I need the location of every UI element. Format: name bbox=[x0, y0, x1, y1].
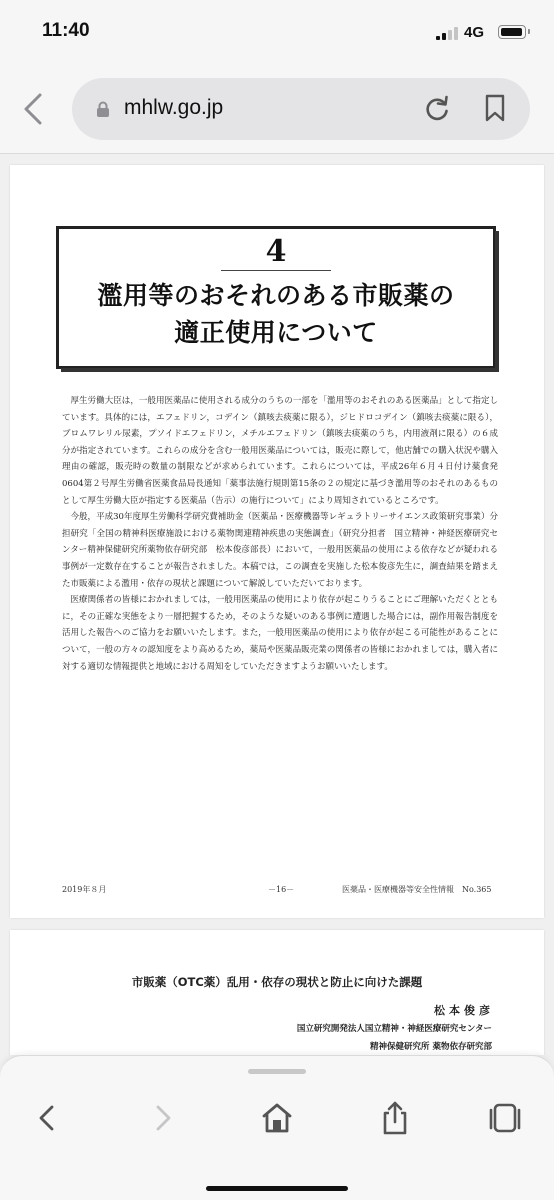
lock-icon bbox=[96, 101, 110, 117]
network-type: 4G bbox=[464, 24, 485, 41]
document-page bbox=[10, 165, 544, 918]
divider bbox=[221, 270, 331, 271]
chevron-left-icon[interactable] bbox=[20, 92, 50, 126]
affiliation-line-1: 国立研究開発法人国立精神・神経医療研究センター bbox=[296, 1024, 492, 1034]
status-time: 11:40 bbox=[42, 20, 90, 41]
chapter-number: 4 bbox=[265, 234, 287, 269]
article-title: 市販薬（OTC薬）乱用・依存の現状と防止に向けた課題 bbox=[131, 975, 423, 989]
bookmark-icon[interactable] bbox=[484, 94, 506, 122]
body-text bbox=[62, 393, 498, 675]
address-field[interactable] bbox=[72, 78, 530, 140]
status-bar bbox=[0, 0, 554, 62]
signal-icon bbox=[436, 27, 458, 40]
home-indicator bbox=[206, 1186, 348, 1191]
browser-url-bar bbox=[0, 62, 554, 154]
url-text: mhlw.go.jp bbox=[124, 96, 224, 119]
browser-toolbar bbox=[0, 1055, 554, 1200]
author-name: 松本俊彦 bbox=[434, 1004, 494, 1017]
paragraph-2: 今般，平成30年度厚生労働科学研究費補助金（医薬品・医療機器等レギュラトリーサイエンス政策研究事業）分担研究「全国の精神科医療施設における薬物関連精神疾患の実態調査」（研究分担者 国立精神・神経医療研究センター精神保健研究所薬物依存研究部 松本俊彦部長）において，一般用医薬品の使用による依存などが疑われる事例が一定数存在することが報告されました。本稿では，この調査を実施した松本俊彦先生に，調査結果を踏まえた市販薬による濫用・依存の現状と課題について解説していただいております。 bbox=[62, 512, 498, 589]
footer-publication: 医薬品・医療機器等安全性情報 No.365 bbox=[342, 885, 492, 894]
footer-date: 2019年８月 bbox=[62, 885, 107, 894]
sheet-handle[interactable] bbox=[248, 1069, 306, 1074]
paragraph-3: 医療関係者の皆様におかれましては，一般用医薬品の使用により依存が起こりうることにご理解いただくとともに，その正確な実態をより一層把握するため，そのような疑いのある事例に遭遇した場合には，副作用報告制度を活用した報告へのご協力をお願いいたします。また，一般用医薬品の使用により依存が起こる可能性があることについて，一般の方々の認知度をより高めるため，薬局や医薬品販売業の関係者の皆様におかれましては，購入者に対する適切な情報提供と地域における周知をしていただきますようお願いいたします。 bbox=[62, 595, 498, 672]
tabs-icon[interactable] bbox=[487, 1100, 523, 1136]
chevron-right-icon[interactable] bbox=[144, 1100, 180, 1136]
title-line-1: 濫用等のおそれのある市販薬の bbox=[97, 281, 455, 310]
title-box bbox=[56, 226, 496, 369]
title-line-2: 適正使用について bbox=[174, 318, 378, 347]
footer-page-number: －16－ bbox=[268, 885, 295, 894]
share-icon[interactable] bbox=[377, 1100, 413, 1136]
battery-icon bbox=[498, 25, 526, 39]
affiliation-line-2: 精神保健研究所 薬物依存研究部 bbox=[370, 1042, 492, 1052]
paragraph-1: 厚生労働大臣は，一般用医薬品に使用される成分のうちの一部を「濫用等のおそれのある医薬品」として指定しています。具体的には，エフェドリン，コデイン（鎮咳去痰薬に限る），ジヒドロコデイン（鎮咳去痰薬に限る），ブロムワレリル尿素，プソイドエフェドリン，メチルエフェドリン（鎮咳去痰薬のうち，内用液剤に限る）の６成分が指定されています。これらの成分を含む一般用医薬品については，販売に際して，他店舗での購入状況や購入理由の確認，販売時の数量の制限などが求められています。これらについては，平成26年６月４日付け薬食発0604第２号厚生労働省医薬食品局長通知「薬事法施行規則第15条の２の規定に基づき濫用等のおそれのあるものとして厚生労働大臣が指定する医薬品（告示）の施行について」により周知されているところです。 bbox=[62, 396, 498, 506]
page-title bbox=[59, 277, 493, 351]
chevron-left-icon[interactable] bbox=[30, 1100, 66, 1136]
document-page-2 bbox=[10, 930, 544, 1055]
home-icon[interactable] bbox=[259, 1100, 295, 1136]
page-content[interactable] bbox=[0, 155, 554, 1055]
reload-icon[interactable] bbox=[424, 95, 450, 123]
